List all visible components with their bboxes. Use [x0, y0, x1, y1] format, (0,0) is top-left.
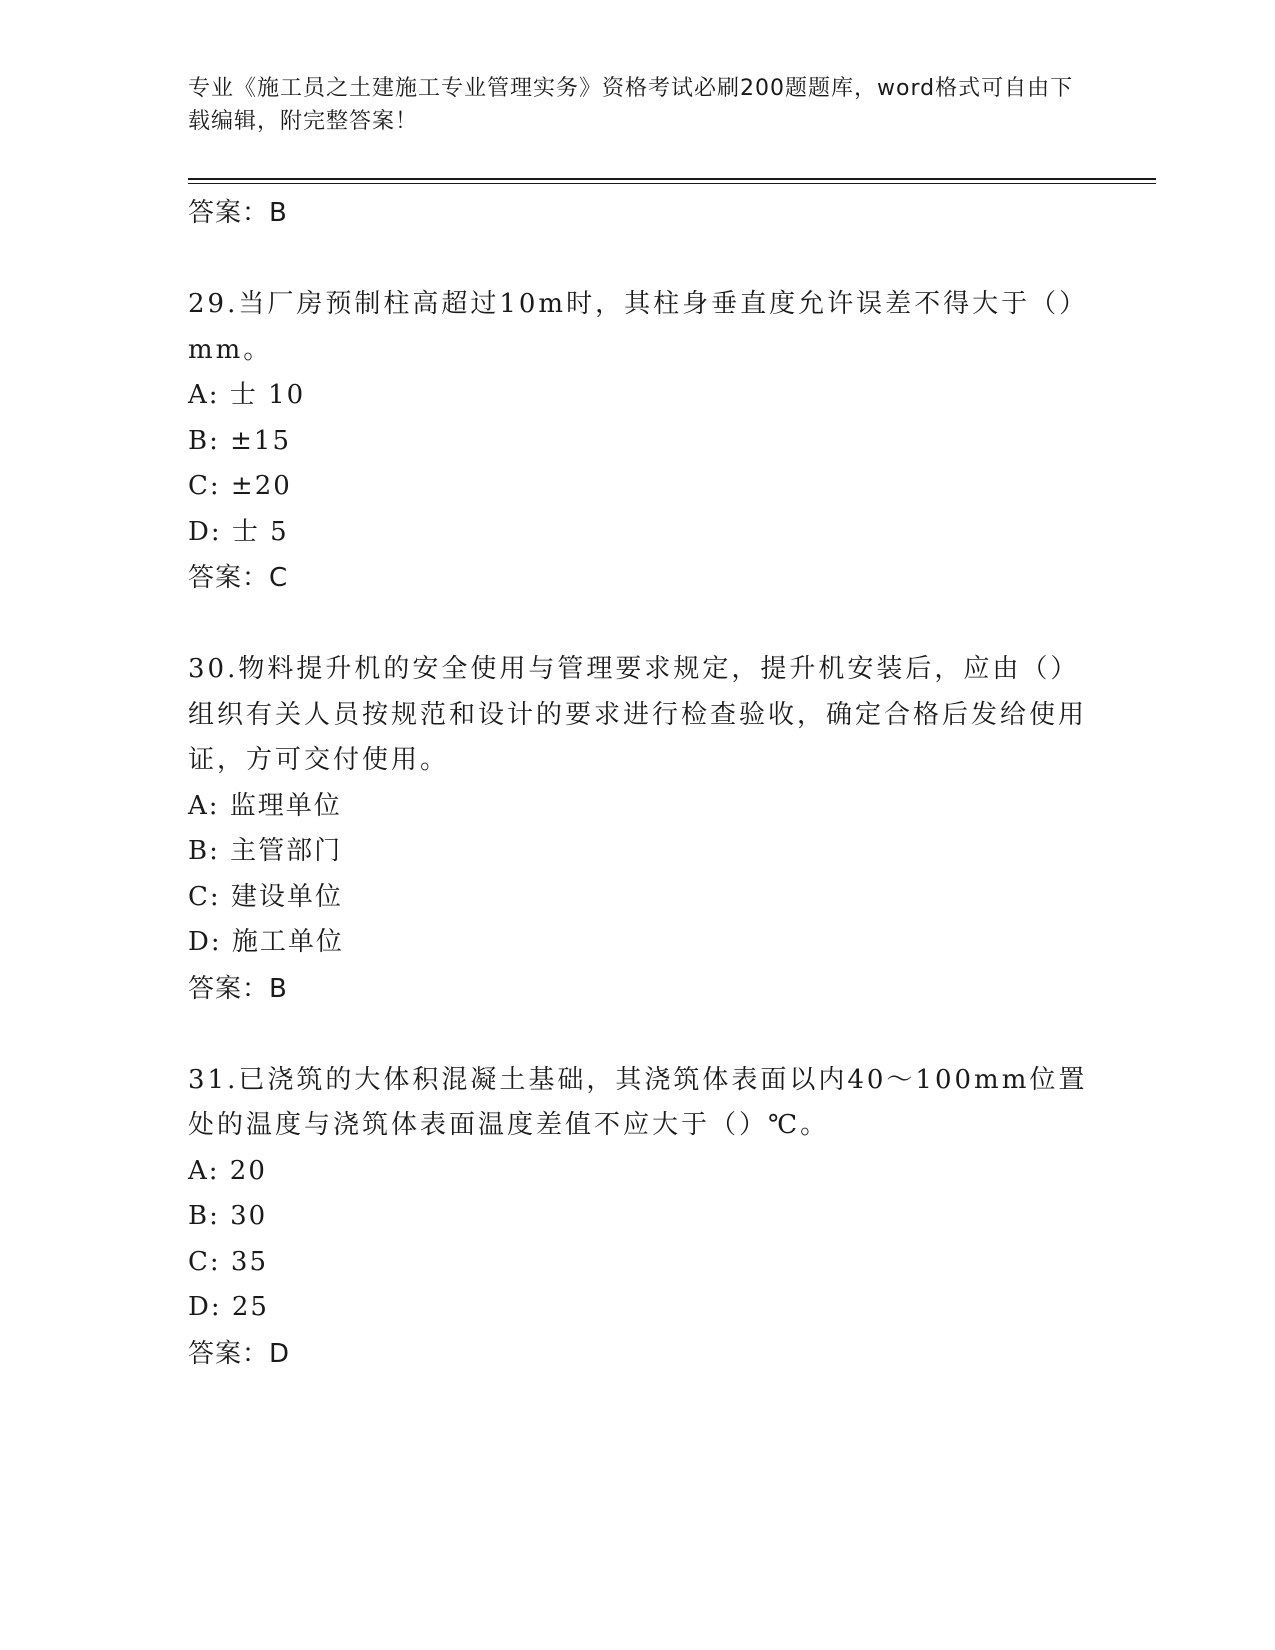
question-list [188, 190, 1088, 1377]
question-29 [188, 282, 1088, 601]
header-rule-thick [188, 178, 1156, 180]
previous-answer: 答案：B [188, 198, 288, 228]
question-31 [188, 1058, 1088, 1377]
answer: 答案：C [188, 563, 289, 593]
option-a: A: 士 10 [188, 380, 306, 410]
answer: 答案：D [188, 1338, 291, 1369]
option-d: D: 施工单位 [188, 927, 344, 957]
question-text: 30.物料提升机的安全使用与管理要求规定，提升机安装后，应由（）组织有关人员按规范和设计的要求进行检查验收，确定合格后发给使用证，方可交付使用。 [188, 654, 1088, 775]
header-rule-thin [188, 183, 1156, 184]
question-text: 31.已浇筑的大体积混凝土基础，其浇筑体表面以内40～100mm位置处的温度与浇筑体表面温度差值不应大于（）℃。 [188, 1064, 1088, 1140]
document-header: 专业《施工员之土建施工专业管理实务》资格考试必刷200题题库，word格式可自由下载编辑，附完整答案！ [188, 76, 1074, 134]
option-b: B: 30 [188, 1201, 268, 1231]
option-a: A: 监理单位 [188, 790, 342, 821]
option-c: C: 35 [188, 1246, 269, 1277]
question-30 [188, 647, 1088, 1012]
option-d: D: 25 [188, 1292, 269, 1322]
answer: 答案：B [188, 973, 288, 1004]
question-text: 29.当厂房预制柱高超过10m时，其柱身垂直度允许误差不得大于（）mm。 [188, 289, 1076, 365]
option-d: D: 士 5 [188, 516, 289, 547]
option-b: B: ±15 [188, 425, 291, 456]
option-c: C: 建设单位 [188, 881, 343, 912]
option-b: B: 主管部门 [188, 836, 343, 866]
option-c: C: ±20 [188, 471, 292, 501]
option-a: A: 20 [188, 1155, 267, 1186]
